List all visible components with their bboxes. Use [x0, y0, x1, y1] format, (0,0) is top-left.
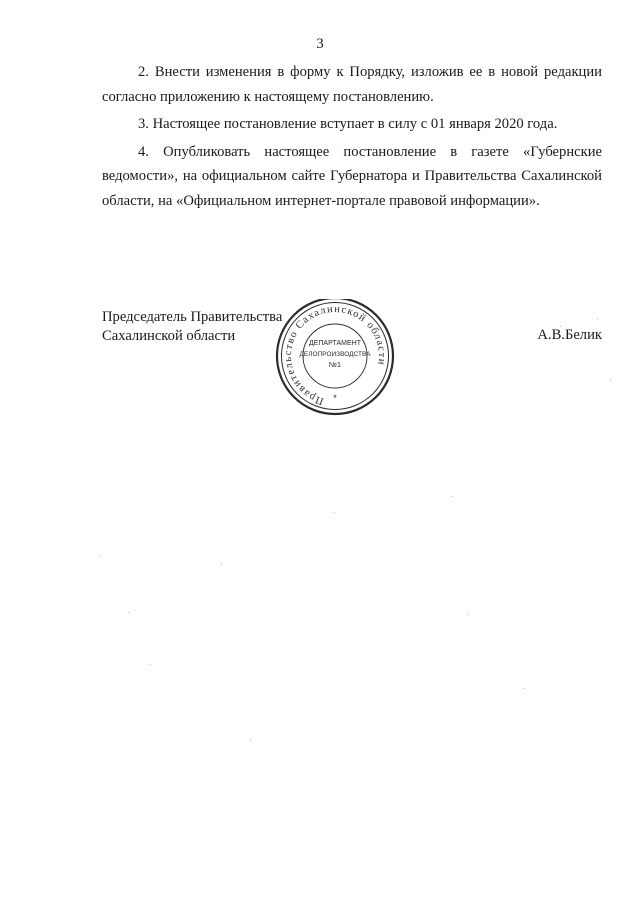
seal-inner-line3: №1 — [328, 360, 342, 369]
signatory-title-line2: Сахалинской области — [102, 328, 236, 344]
signatory-title — [102, 308, 282, 346]
signatory-title-line1: Председатель Правительства — [102, 309, 283, 325]
page-number: 3 — [316, 36, 324, 52]
seal-outer-text: Правительство Сахалинской области — [282, 303, 388, 407]
seal-inner-line2: ДЕЛОПРОИЗВОДСТВА — [299, 351, 371, 358]
paragraph-3: 3. Настоящее постановление вступает в силу с 01 января 2020 года. — [138, 116, 558, 132]
document-body — [102, 60, 602, 216]
seal-star-icon: * — [333, 393, 337, 403]
official-seal-stamp — [275, 299, 395, 417]
seal-inner-line1: ДЕПАРТАМЕНТ — [308, 340, 362, 347]
paragraph-4: 4. Опубликовать настоящее постановление в газете «Губернские ведомости», на официальном сайте Губернатора и Правительства Сахалинской области, на «Официальном интернет-портале правовой информации». — [102, 143, 602, 209]
paragraph-2: 2. Внести изменения в форму к Порядку, изложив ее в новой редакции согласно приложению к настоящему постановлению. — [102, 64, 602, 105]
signatory-name: А.В.Белик — [537, 327, 602, 343]
